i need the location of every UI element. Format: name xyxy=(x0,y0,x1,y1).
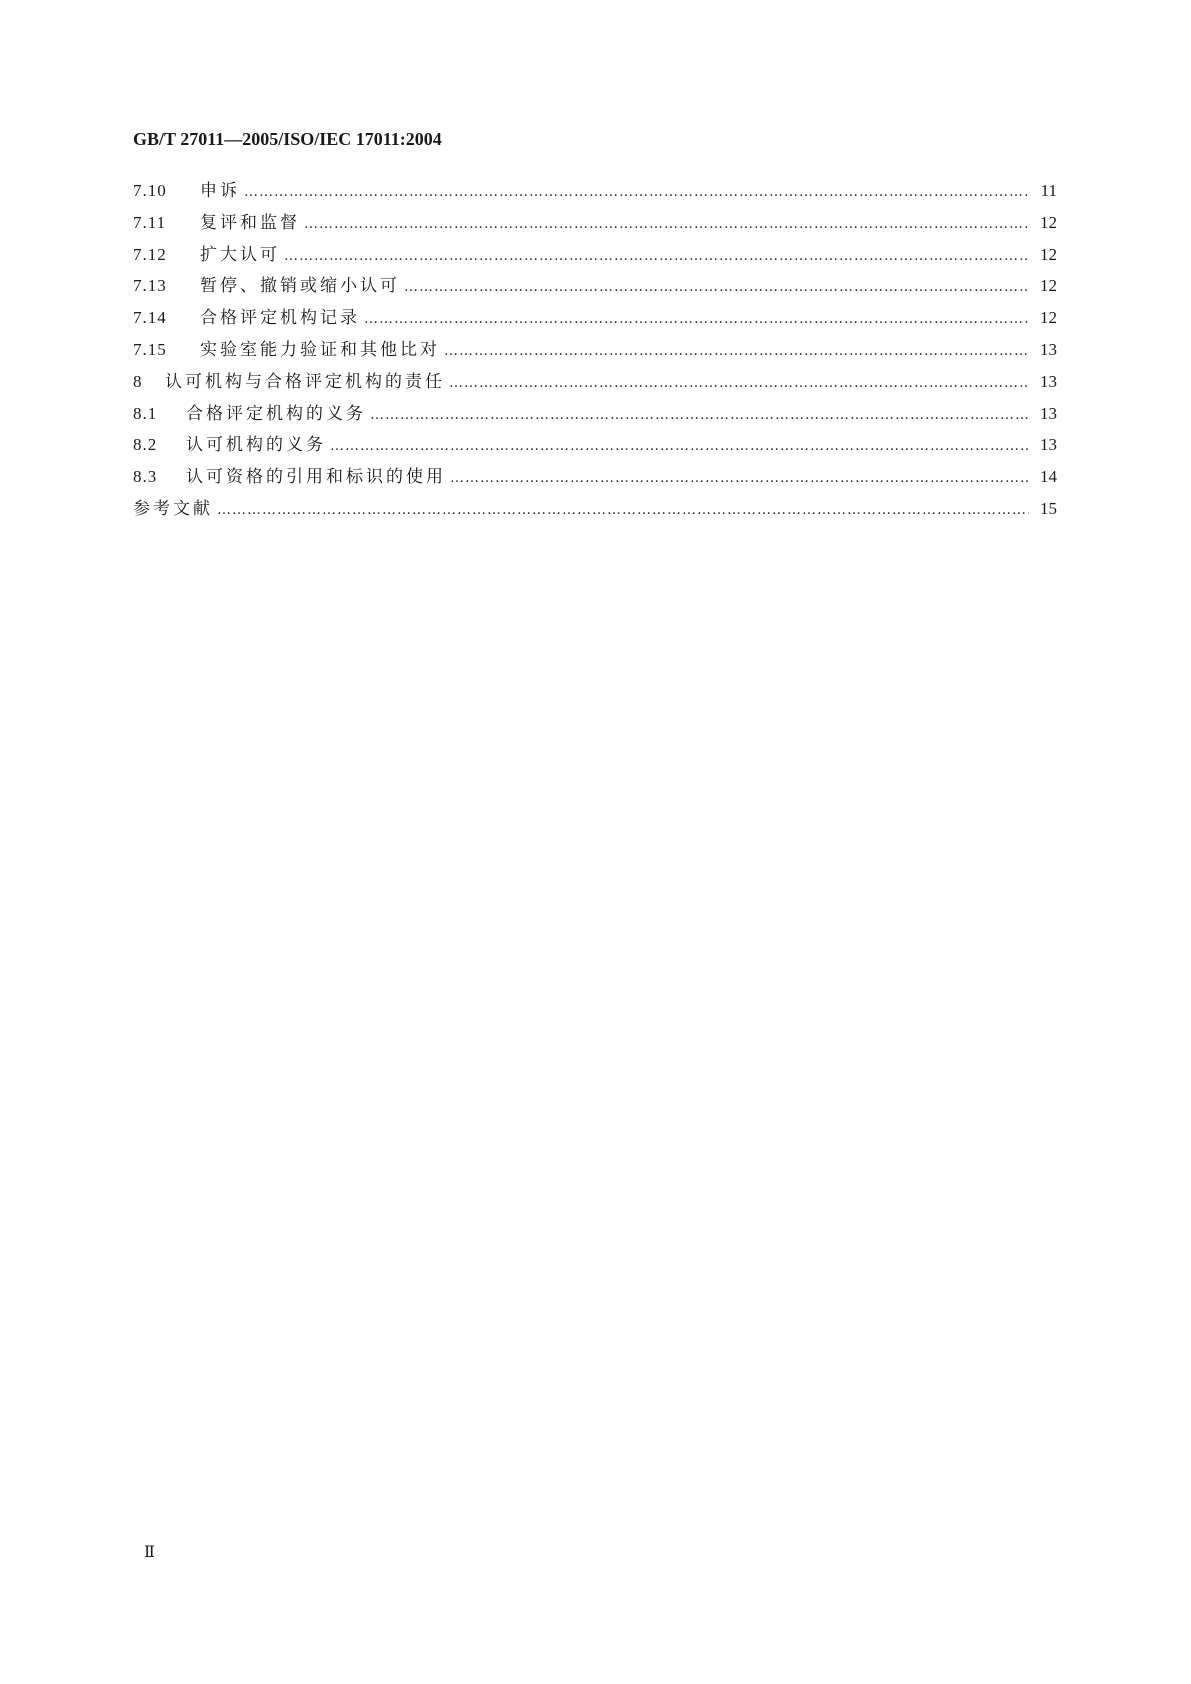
toc-entry-page: 12 xyxy=(1040,276,1057,296)
toc-dot-leader xyxy=(217,499,1029,521)
toc-dot-leader xyxy=(304,213,1029,235)
toc-entry-page: 15 xyxy=(1040,498,1057,518)
toc-dot-leader xyxy=(364,308,1029,330)
toc-dot-leader xyxy=(449,372,1029,394)
toc-entry-number: 7.13 xyxy=(133,276,167,296)
toc-entry[interactable] xyxy=(133,180,1057,212)
toc-dot-leader xyxy=(404,276,1029,298)
toc-dot-leader xyxy=(284,245,1029,267)
toc-entry-page: 12 xyxy=(1040,212,1057,232)
toc-entry-title: 参考文献 xyxy=(133,498,213,519)
toc-entry-number: 8.1 xyxy=(133,403,158,423)
toc-entry-title: 合格评定机构记录 xyxy=(200,308,360,329)
toc-dot-leader xyxy=(450,467,1029,489)
toc-entry-title: 实验室能力验证和其他比对 xyxy=(200,339,440,360)
toc-entry[interactable] xyxy=(133,371,1057,403)
toc-entry-title: 认可机构的义务 xyxy=(186,435,326,456)
toc-entry-title: 合格评定机构的义务 xyxy=(186,403,366,424)
toc-entry-title: 复评和监督 xyxy=(200,212,300,233)
toc-entry-number: 8.2 xyxy=(133,435,158,455)
toc-entry-number: 7.11 xyxy=(133,212,167,232)
toc-entry[interactable] xyxy=(133,434,1057,466)
toc-entry-page: 13 xyxy=(1040,403,1057,423)
toc-dot-leader xyxy=(330,435,1029,457)
toc-entry-number: 7.14 xyxy=(133,308,167,328)
toc-entry-number: 8 xyxy=(133,371,143,391)
toc-dot-leader xyxy=(444,340,1029,362)
toc-entry-page: 13 xyxy=(1040,371,1057,391)
toc-entry-number: 7.15 xyxy=(133,339,167,359)
toc-entry[interactable] xyxy=(133,244,1057,276)
toc-entry[interactable] xyxy=(133,466,1057,498)
table-of-contents xyxy=(133,180,1057,530)
toc-entry-page: 13 xyxy=(1040,435,1057,455)
toc-dot-leader xyxy=(370,404,1029,426)
page-header xyxy=(133,128,442,151)
toc-entry[interactable] xyxy=(133,403,1057,435)
toc-entry-title: 申诉 xyxy=(200,181,240,201)
toc-entry-page: 11 xyxy=(1040,181,1057,200)
toc-entry-title: 认可资格的引用和标识的使用 xyxy=(186,467,446,488)
page-number: Ⅱ xyxy=(144,1544,155,1561)
toc-entry-page: 14 xyxy=(1040,467,1057,487)
toc-entry-number: 7.10 xyxy=(133,181,167,200)
toc-entry[interactable] xyxy=(133,339,1057,371)
toc-entry-number: 7.12 xyxy=(133,244,167,264)
toc-entry[interactable] xyxy=(133,212,1057,244)
toc-entry[interactable] xyxy=(133,275,1057,307)
toc-entry-bibliography[interactable] xyxy=(133,498,1057,530)
toc-dot-leader xyxy=(244,181,1029,203)
toc-entry-number: 8.3 xyxy=(133,467,158,487)
toc-entry-title: 认可机构与合格评定机构的责任 xyxy=(165,371,445,392)
toc-entry-page: 13 xyxy=(1040,339,1057,359)
toc-entry-page: 12 xyxy=(1040,244,1057,264)
toc-entry[interactable] xyxy=(133,307,1057,339)
standard-code: GB/T 27011—2005/ISO/IEC 17011:2004 xyxy=(133,129,442,149)
toc-entry-page: 12 xyxy=(1040,308,1057,328)
toc-entry-title: 扩大认可 xyxy=(200,244,280,265)
toc-entry-title: 暂停、撤销或缩小认可 xyxy=(200,276,400,297)
